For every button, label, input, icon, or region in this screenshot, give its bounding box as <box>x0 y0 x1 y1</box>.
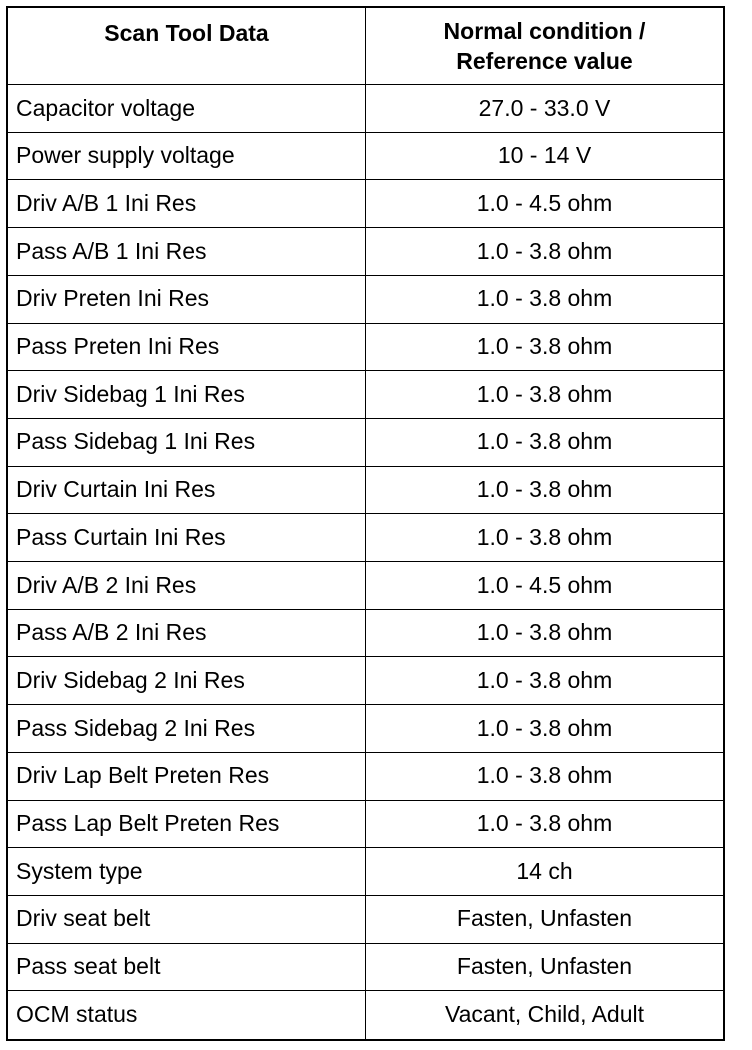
row-item: Driv Curtain Ini Res <box>8 467 366 515</box>
row-item: Pass Curtain Ini Res <box>8 514 366 562</box>
row-item: Driv Sidebag 1 Ini Res <box>8 371 366 419</box>
row-value: 10 - 14 V <box>366 133 723 181</box>
row-value: 14 ch <box>366 848 723 896</box>
row-item: Driv A/B 1 Ini Res <box>8 180 366 228</box>
scan-tool-data-table <box>6 6 725 1041</box>
row-item: Pass A/B 1 Ini Res <box>8 228 366 276</box>
row-value: 1.0 - 3.8 ohm <box>366 514 723 562</box>
row-value: 1.0 - 3.8 ohm <box>366 371 723 419</box>
row-item: OCM status <box>8 991 366 1039</box>
row-item: Pass seat belt <box>8 944 366 992</box>
row-item: System type <box>8 848 366 896</box>
row-value: 1.0 - 3.8 ohm <box>366 467 723 515</box>
row-value: Vacant, Child, Adult <box>444 1001 645 1028</box>
row-value: 1.0 - 3.8 ohm <box>366 228 723 276</box>
header-col2-line2: Reference value <box>456 48 633 74</box>
row-item: Driv Lap Belt Preten Res <box>8 753 366 801</box>
header-scan-tool-data <box>8 8 366 85</box>
row-value: 1.0 - 4.5 ohm <box>366 180 723 228</box>
header-col2-line1: Normal condition / <box>443 18 646 44</box>
row-value: 1.0 - 3.8 ohm <box>366 610 723 658</box>
row-item: Power supply voltage <box>8 133 366 181</box>
row-value: 27.0 - 33.0 V <box>366 85 723 133</box>
row-value: Fasten, Unfasten <box>366 944 723 992</box>
row-value: 1.0 - 4.5 ohm <box>366 562 723 610</box>
row-value: 1.0 - 3.8 ohm <box>366 657 723 705</box>
row-item: Driv seat belt <box>8 896 366 944</box>
header-reference-value <box>366 8 723 85</box>
row-item: Pass Sidebag 1 Ini Res <box>8 419 366 467</box>
row-value: 1.0 - 3.8 ohm <box>366 705 723 753</box>
row-value: 1.0 - 3.8 ohm <box>366 276 723 324</box>
row-value: 1.0 - 3.8 ohm <box>366 753 723 801</box>
row-value: Fasten, Unfasten <box>366 896 723 944</box>
row-value: 1.0 - 3.8 ohm <box>366 801 723 849</box>
row-item: Driv Preten Ini Res <box>8 276 366 324</box>
row-value: 1.0 - 3.8 ohm <box>366 419 723 467</box>
row-item: Pass A/B 2 Ini Res <box>8 610 366 658</box>
header-col1-text: Scan Tool Data <box>104 20 269 46</box>
row-item: Driv Sidebag 2 Ini Res <box>8 657 366 705</box>
row-item: Pass Sidebag 2 Ini Res <box>8 705 366 753</box>
row-item: Capacitor voltage <box>8 85 366 133</box>
row-item: Driv A/B 2 Ini Res <box>8 562 366 610</box>
row-value: 1.0 - 3.8 ohm <box>366 324 723 372</box>
row-item: Pass Preten Ini Res <box>8 324 366 372</box>
row-item: Pass Lap Belt Preten Res <box>8 801 366 849</box>
